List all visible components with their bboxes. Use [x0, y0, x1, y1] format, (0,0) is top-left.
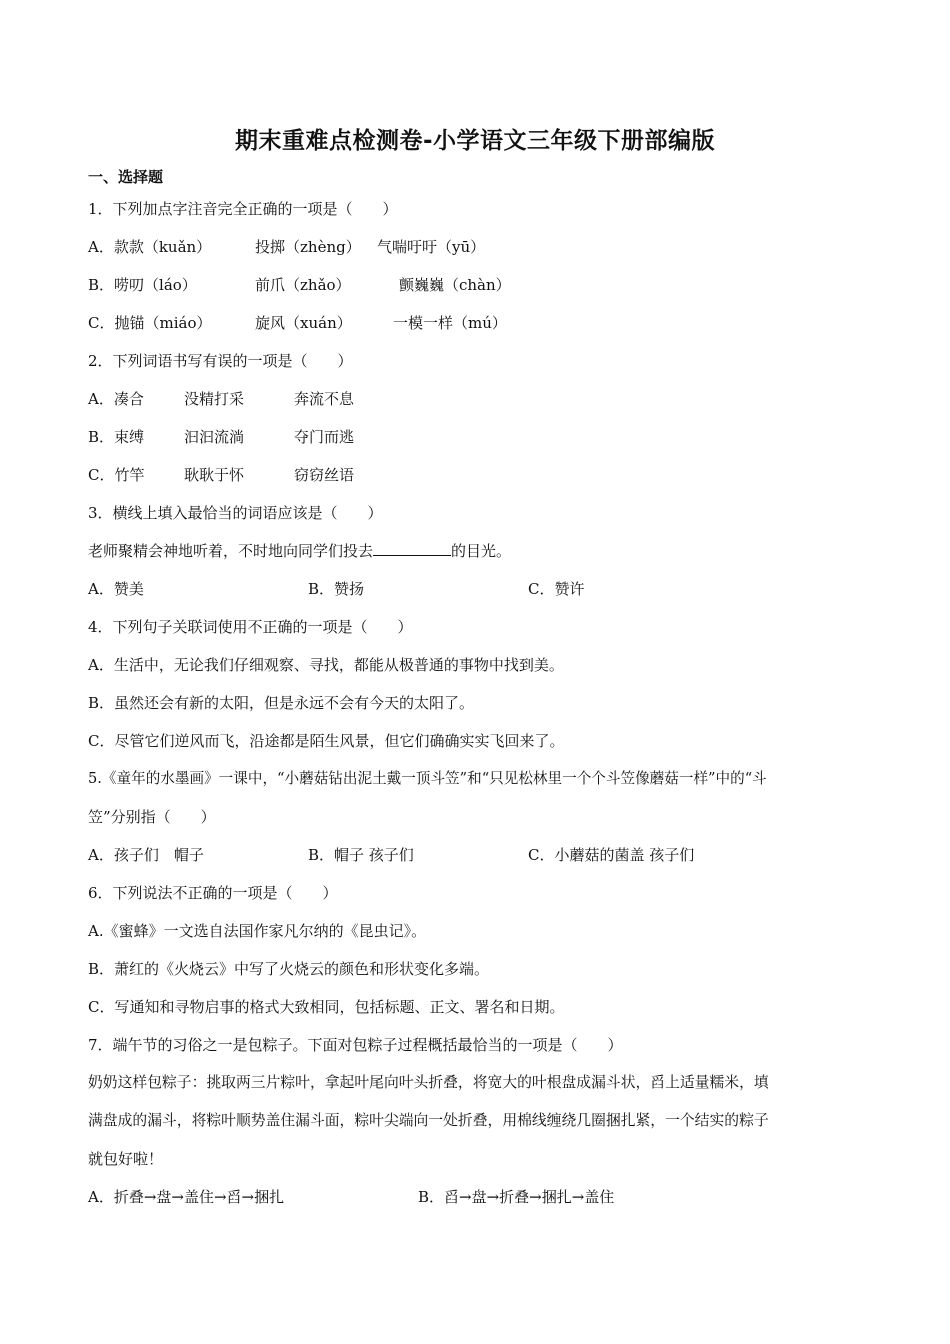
- q1-option-c-word3: 一模一样（mú）: [393, 314, 507, 332]
- q7-option-a: A．折叠→盘→盖住→舀→捆扎: [88, 1188, 285, 1206]
- question-5-stem-line2: 笠”分别指（ ）: [88, 808, 216, 826]
- q2-option-b: B．束缚: [88, 428, 145, 446]
- q2-option-a-word2: 没精打采: [184, 390, 245, 408]
- page-title: 期末重难点检测卷-小学语文三年级下册部编版: [234, 128, 716, 154]
- q1-option-a: A．款款（kuǎn）: [88, 238, 212, 256]
- question-7-stem: 7．端午节的习俗之一是包粽子。下面对包粽子过程概括最恰当的一项是（ ）: [88, 1036, 623, 1054]
- q1-option-b-word3: 颤巍巍（chàn）: [399, 276, 511, 294]
- q3-option-b: B．赞扬: [308, 580, 365, 598]
- question-4-stem: 4．下列句子关联词使用不正确的一项是（ ）: [88, 618, 413, 636]
- q3-option-a: A．赞美: [88, 580, 144, 598]
- q1-option-a-word2: 投掷（zhèng）: [255, 238, 361, 256]
- q7-option-b: B．舀→盘→折叠→捆扎→盖住: [418, 1188, 615, 1206]
- question-5-stem-line1: 5.《童年的水墨画》一课中，“小蘑菇钻出泥土戴一顶斗笠”和“只见松林里一个个斗笠像蘑菇一样”中的“斗: [88, 770, 767, 787]
- q4-option-c: C．尽管它们逆风而飞，沿途都是陌生风景，但它们确确实实飞回来了。: [88, 732, 565, 750]
- q2-option-a-word3: 奔流不息: [294, 390, 355, 408]
- q2-option-b-word3: 夺门而逃: [294, 428, 355, 446]
- q6-option-a: A.《蜜蜂》一文选自法国作家凡尔纳的《昆虫记》。: [88, 922, 427, 940]
- q1-option-a-word3: 气喘吁吁（yū）: [377, 238, 486, 256]
- q1-option-c-word2: 旋风（xuán）: [255, 314, 352, 332]
- q1-option-b-word2: 前爪（zhǎo）: [255, 276, 351, 294]
- question-6-stem: 6．下列说法不正确的一项是（ ）: [88, 884, 338, 902]
- q2-option-c-word3: 窃窃丝语: [294, 466, 355, 484]
- question-1-stem: 1．下列加点字注音完全正确的一项是（ ）: [88, 200, 398, 218]
- q2-option-b-word2: 汩汩流淌: [184, 428, 245, 446]
- q7-passage-line2: 满盘成的漏斗，将粽叶顺势盖住漏斗面，粽叶尖端向一处折叠，用棉线缠绕几圈捆扎紧，一个结实的粽子: [88, 1112, 769, 1129]
- q2-option-a: A．凑合: [88, 390, 144, 408]
- question-2-stem: 2．下列词语书写有误的一项是（ ）: [88, 352, 353, 370]
- q3-option-c: C．赞许: [528, 580, 585, 598]
- q2-option-c-word2: 耿耿于怀: [184, 466, 245, 484]
- q6-option-c: C．写通知和寻物启事的格式大致相同，包括标题、正文、署名和日期。: [88, 998, 565, 1016]
- section-heading: 一、选择题: [88, 168, 164, 186]
- q4-option-a: A．生活中，无论我们仔细观察、寻找，都能从极普通的事物中找到美。: [88, 656, 564, 674]
- q5-option-b: B．帽子 孩子们: [308, 846, 414, 864]
- q3-sentence-before: 老师聚精会神地听着，不时地向同学们投去: [88, 542, 374, 560]
- q5-option-c: C．小蘑菇的菌盖 孩子们: [528, 846, 695, 864]
- q7-passage-line3: 就包好啦！: [88, 1150, 164, 1168]
- q1-option-c: C．抛锚（miáo）: [88, 314, 212, 332]
- q6-option-b: B．萧红的《火烧云》中写了火烧云的颜色和形状变化多端。: [88, 960, 490, 978]
- question-3-stem: 3．横线上填入最恰当的词语应该是（ ）: [88, 504, 383, 522]
- q7-passage-line1: 奶奶这样包粽子：挑取两三片粽叶，拿起叶尾向叶头折叠，将宽大的叶根盘成漏斗状，舀上适量糯米，填: [88, 1074, 769, 1091]
- q4-option-b: B．虽然还会有新的太阳，但是永远不会有今天的太阳了。: [88, 694, 475, 712]
- fill-blank-line: [373, 541, 451, 556]
- q1-option-b: B．唠叨（láo）: [88, 276, 197, 294]
- q2-option-c: C．竹竿: [88, 466, 145, 484]
- q3-sentence-after: 的目光。: [451, 542, 512, 560]
- q3-sentence: [88, 541, 511, 561]
- q5-option-a: A．孩子们 帽子: [88, 846, 204, 864]
